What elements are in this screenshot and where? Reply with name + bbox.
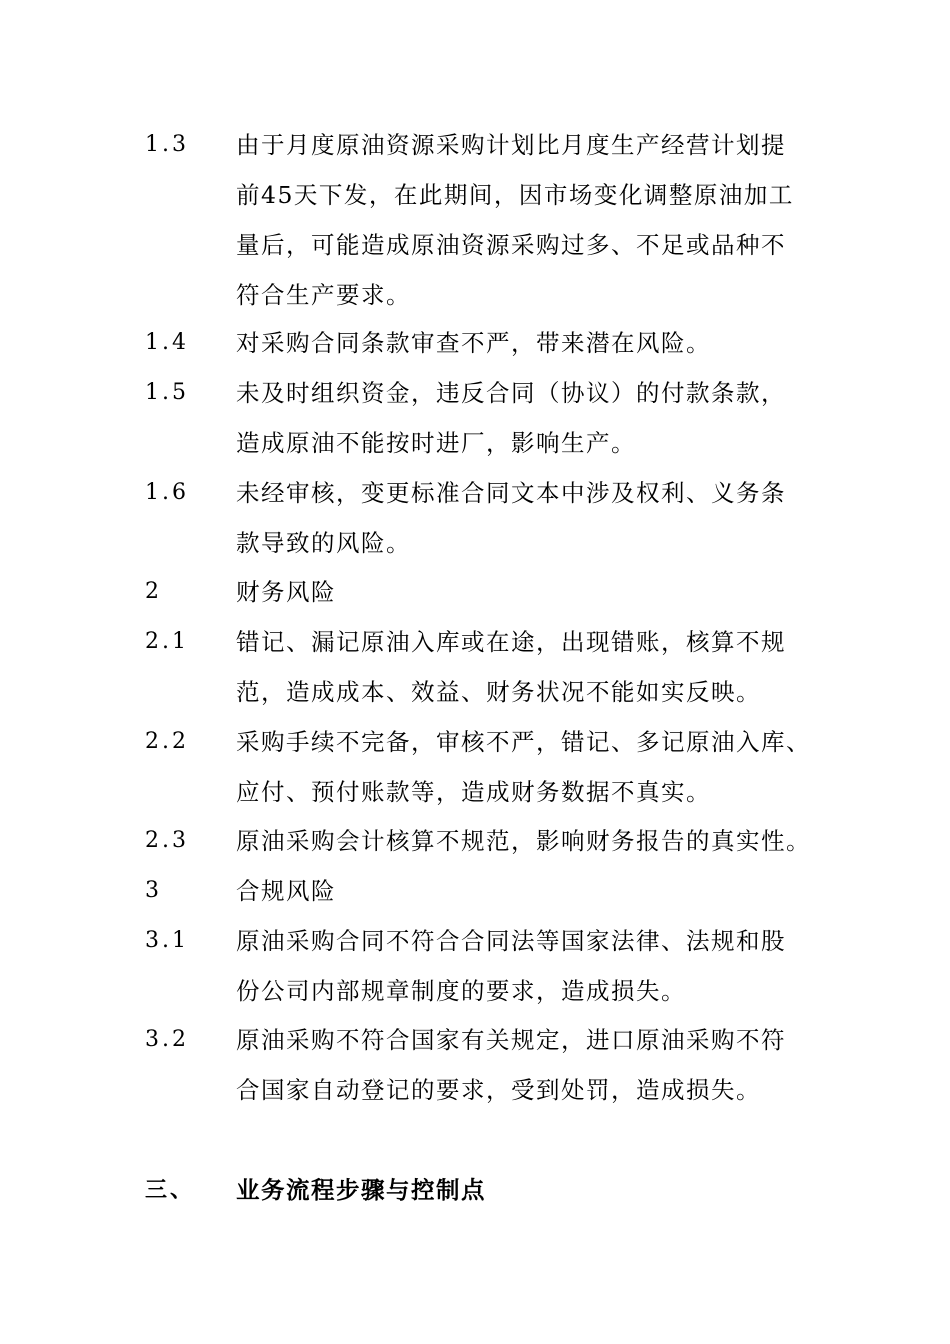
clause-text <box>236 468 816 568</box>
clause-number: 2.2 <box>145 729 189 754</box>
text-line: 合规风险 <box>236 877 336 905</box>
text-line: 错记、漏记原油入库或在途，出现错账，核算不规 <box>236 628 786 656</box>
text-line: 前45天下发，在此期间，因市场变化调整原油加工 <box>236 181 794 209</box>
text-line: 款导致的风险。 <box>236 529 411 557</box>
clause-number: 1.3 <box>145 132 189 157</box>
text-line: 造成原油不能按时进厂，影响生产。 <box>236 429 636 457</box>
clause-text <box>236 120 816 320</box>
text-line: 对采购合同条款审查不严，带来潜在风险。 <box>236 329 711 357</box>
clause-number: 3.1 <box>145 928 189 953</box>
text-line: 合国家自动登记的要求，受到处罚，造成损失。 <box>236 1076 761 1104</box>
text-line: 原油采购不符合国家有关规定，进口原油采购不符 <box>236 1026 786 1054</box>
clause-text <box>236 916 816 1016</box>
text-line: 份公司内部规章制度的要求，造成损失。 <box>236 977 686 1005</box>
heading-number: 3 <box>145 878 162 903</box>
text-line: 未及时组织资金，违反合同（协议）的付款条款， <box>236 379 786 407</box>
clause-number: 1.4 <box>145 330 189 355</box>
heading-text <box>236 866 816 916</box>
text-line: 业务流程步骤与控制点 <box>236 1176 486 1204</box>
text-line: 范，造成成本、效益、财务状况不能如实反映。 <box>236 678 761 706</box>
clause-number: 1.5 <box>145 380 189 405</box>
clause-text <box>236 318 816 368</box>
clause-text <box>236 617 816 717</box>
heading-text <box>236 567 816 617</box>
text-line: 采购手续不完备，审核不严，错记、多记原油入库、 <box>236 728 811 756</box>
clause-text <box>236 1015 816 1115</box>
clause-text <box>236 368 816 468</box>
clause-number: 3.2 <box>145 1027 189 1052</box>
heading-number: 2 <box>145 579 162 604</box>
text-line: 未经审核，变更标准合同文本中涉及权利、义务条 <box>236 479 786 507</box>
clause-text <box>236 816 816 866</box>
text-line: 财务风险 <box>236 578 336 606</box>
clause-number: 2.3 <box>145 828 189 853</box>
section-title <box>236 1165 816 1215</box>
text-line: 由于月度原油资源采购计划比月度生产经营计划提 <box>236 131 786 159</box>
text-line: 符合生产要求。 <box>236 281 411 309</box>
section-number: 三、 <box>145 1177 196 1203</box>
text-line: 量后，可能造成原油资源采购过多、不足或品种不 <box>236 231 786 259</box>
clause-number: 2.1 <box>145 629 189 654</box>
text-line: 应付、预付账款等，造成财务数据不真实。 <box>236 778 711 806</box>
text-line: 原油采购会计核算不规范，影响财务报告的真实性。 <box>236 827 811 855</box>
clause-text <box>236 717 816 817</box>
text-line: 原油采购合同不符合合同法等国家法律、法规和股 <box>236 927 786 955</box>
clause-number: 1.6 <box>145 480 189 505</box>
